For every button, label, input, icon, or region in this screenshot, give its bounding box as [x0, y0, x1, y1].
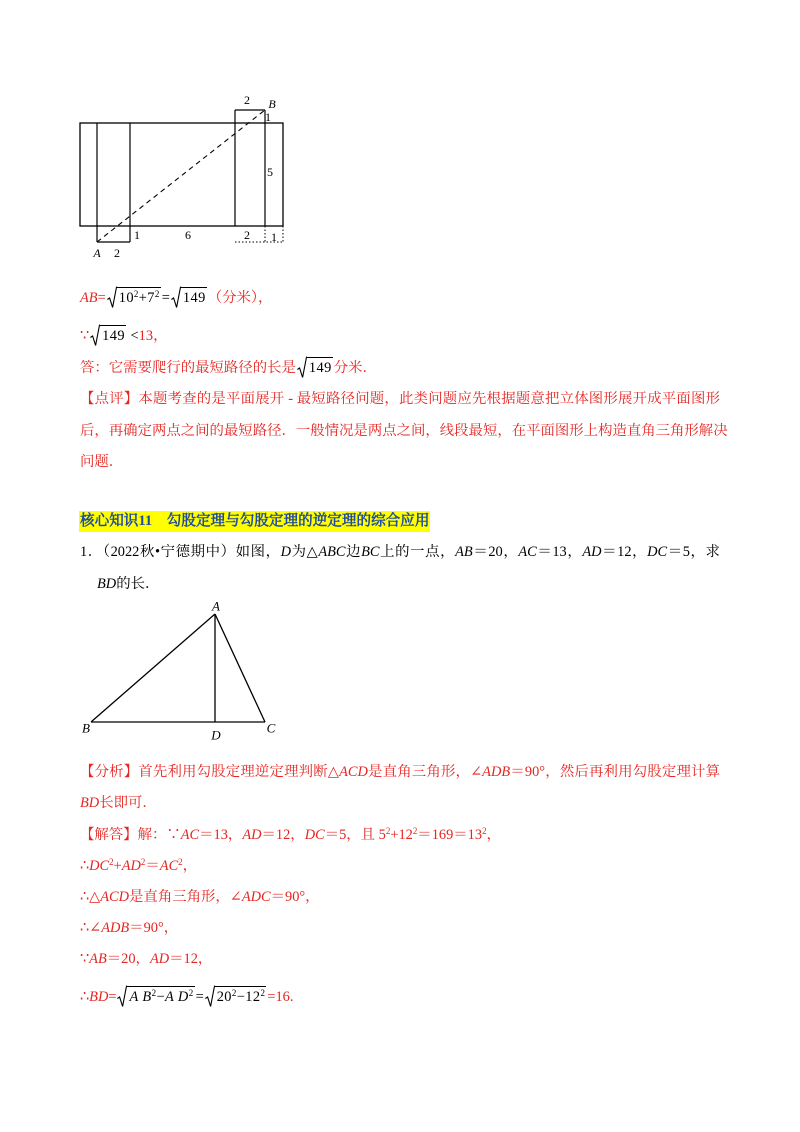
triangle-side-ac	[215, 614, 265, 722]
variable-name: BD	[80, 795, 100, 811]
radicand	[215, 986, 267, 1007]
text-run: ＝20，	[106, 951, 150, 967]
variable-name: BD	[89, 989, 109, 1005]
variable-name: A D	[164, 989, 189, 1005]
variable-name: ABC	[318, 544, 346, 560]
text-run: 149	[182, 290, 206, 306]
solution-line-1	[80, 824, 501, 846]
text-run: =	[108, 989, 117, 1005]
text-run: ，	[182, 858, 198, 874]
square-root	[205, 985, 267, 1007]
text-run: ＝12，	[169, 951, 213, 967]
text-run: 上的一点，	[379, 544, 456, 560]
variable-name: AD	[149, 951, 170, 967]
variable-name: BC	[361, 544, 380, 560]
label-bottom-width: 2	[114, 246, 120, 260]
radical-stroke	[205, 986, 214, 1007]
text-run: −	[156, 989, 165, 1005]
variable-name: ADB	[482, 764, 511, 780]
variable-name: DC	[89, 858, 110, 874]
text-run: ＝20，	[472, 544, 519, 560]
answer-line-comparison	[80, 324, 167, 346]
square-root	[90, 324, 126, 346]
exponent: 2	[133, 289, 139, 300]
text-run: 答：它需要爬行的最短路径的长是	[80, 360, 296, 376]
text-run: 20	[216, 989, 232, 1005]
text-run: 是直角三角形，∠	[367, 764, 483, 780]
text-run: =	[195, 989, 204, 1005]
exponent: 2	[482, 826, 487, 837]
text-run: ＝13，	[536, 544, 583, 560]
solution-line-6	[80, 985, 293, 1007]
text-run: ＝5，且 5	[324, 827, 386, 843]
exponent: 2	[385, 826, 391, 837]
text-run: 后，再确定两点之间的最短路径．一般情况是两点之间，线段最短，在平面图形上构造直角三角形解决	[80, 423, 728, 439]
variable-name: AC	[180, 827, 200, 843]
variable-name: D	[280, 544, 292, 560]
text-run: ＝90°，	[129, 920, 179, 936]
exponent: 2	[109, 857, 114, 868]
radical-stroke	[91, 325, 100, 346]
text-run: 149	[308, 360, 332, 376]
label-bottom-height: 1	[134, 228, 140, 242]
variable-name: DC	[304, 827, 325, 843]
square-root	[117, 985, 194, 1007]
vertex-label-a: A	[212, 598, 220, 614]
exponent: 2	[178, 857, 183, 868]
square-root	[171, 286, 207, 308]
text-run: ∵	[80, 328, 90, 344]
text-run: 是直角三角形，∠	[129, 889, 242, 905]
text-run: ＝	[145, 858, 160, 874]
unfolded-outer-rectangle	[80, 123, 283, 226]
text-run: 13，	[138, 328, 168, 344]
solution-line-3	[80, 886, 320, 908]
radicand	[117, 287, 161, 308]
label-middle-width: 6	[185, 228, 191, 242]
solution-line-5	[80, 948, 212, 970]
label-top-width: 2	[244, 93, 250, 107]
variable-name: DC	[647, 544, 668, 560]
radical-sign-icon	[90, 324, 100, 346]
text-run: ＝90°，	[270, 889, 320, 905]
solution-line-4	[80, 917, 178, 939]
analysis-line-1	[80, 761, 720, 783]
point-label-d: D	[211, 727, 221, 743]
text-run: ∴△	[80, 889, 101, 905]
text-run: （分米），	[207, 290, 273, 306]
text-run: 边	[345, 544, 362, 560]
unfolded-box-figure	[70, 90, 295, 262]
exponent: 2	[412, 826, 418, 837]
square-root	[107, 286, 161, 308]
comment-line-3	[80, 451, 123, 473]
solution-line-2	[80, 855, 197, 877]
radical-sign-icon	[297, 356, 307, 378]
text-run: 10	[118, 290, 134, 306]
text-run: ＝12，	[261, 827, 305, 843]
label-right-height: 5	[267, 165, 273, 179]
radicand	[100, 325, 126, 346]
radical-stroke	[297, 357, 306, 378]
text-run: ＝5，求	[667, 544, 720, 560]
answer-line-ab-length	[80, 286, 272, 308]
comment-line-1	[80, 388, 720, 410]
variable-name: ACD	[339, 764, 368, 780]
text-run: 【点评】本题考查的是平面展开 - 最短路径问题，此类问题应先根据题意把立体图形展开成平面图形	[80, 391, 720, 407]
problem-1-line-1	[80, 541, 720, 563]
text-run: 的长．	[116, 576, 160, 592]
text-run: =	[97, 290, 106, 306]
text-run: −12	[236, 989, 261, 1005]
variable-name: A B	[129, 989, 152, 1005]
radicand	[181, 287, 207, 308]
radical-sign-icon	[117, 985, 127, 1007]
variable-name: ADC	[241, 889, 271, 905]
text-run: ，	[486, 827, 501, 843]
variable-name: ACD	[100, 889, 130, 905]
exponent: 2	[260, 988, 266, 999]
variable-name: AD	[121, 858, 141, 874]
text-run: 1．（2022秋•宁德期中）如图，	[80, 544, 281, 560]
text-run: ∴	[80, 858, 90, 874]
label-top-height: 1	[265, 110, 271, 124]
triangle-figure	[75, 595, 285, 745]
radical-sign-icon	[171, 286, 181, 308]
section-heading: 核心知识11 勾股定理与勾股定理的逆定理的综合应用	[79, 511, 430, 532]
radicand	[307, 357, 333, 378]
radical-stroke	[118, 986, 127, 1007]
text-run: +7	[138, 290, 155, 306]
variable-name: AB	[455, 544, 473, 560]
label-right-width: 2	[244, 228, 250, 242]
text-run: ∴∠	[80, 920, 102, 936]
square-root	[297, 356, 333, 378]
text-run: 长即可．	[99, 795, 157, 811]
text-run: <	[126, 328, 139, 344]
answer-line-conclusion	[80, 356, 377, 378]
variable-name: AB	[80, 290, 98, 306]
exponent: 2	[231, 988, 237, 999]
text-run: ＝90°，然后再利用勾股定理计算	[510, 764, 720, 780]
text-run: =16.	[267, 989, 294, 1005]
text-run: ∵	[80, 951, 90, 967]
text-run: +	[113, 858, 122, 874]
text-run: 分米．	[333, 360, 377, 376]
exponent: 2	[188, 988, 194, 999]
variable-name: AB	[89, 951, 107, 967]
label-point-b: B	[268, 97, 276, 111]
shortest-path-dashed-line	[97, 110, 265, 242]
text-run: 【分析】首先利用勾股定理逆定理判断△	[80, 764, 340, 780]
variable-name: AC	[518, 544, 537, 560]
variable-name: AD	[242, 827, 262, 843]
text-run: 问题．	[80, 454, 124, 470]
radical-stroke	[171, 287, 180, 308]
variable-name: ADB	[101, 920, 130, 936]
text-run: ＝169＝13	[417, 827, 483, 843]
triangle-side-ab	[91, 614, 215, 722]
analysis-line-2	[80, 792, 157, 814]
text-run: 149	[102, 328, 125, 344]
exponent: 2	[154, 289, 160, 300]
exponent: 2	[140, 857, 146, 868]
radicand	[127, 986, 194, 1007]
variable-name: AD	[582, 544, 602, 560]
text-run: ＝12，	[601, 544, 648, 560]
variable-name: BD	[97, 576, 117, 592]
text-run: ∴	[80, 989, 90, 1005]
text-run: ＝13，	[199, 827, 243, 843]
radical-sign-icon	[107, 286, 117, 308]
variable-name: AC	[159, 858, 179, 874]
text-run: 为△	[291, 544, 319, 560]
comment-line-2	[80, 420, 728, 442]
label-extension-width: 1	[271, 230, 277, 244]
text-run: +12	[390, 827, 413, 843]
text-run: =	[161, 290, 170, 306]
exponent: 2	[151, 988, 157, 999]
vertex-label-b: B	[82, 720, 90, 736]
problem-1-line-2	[97, 573, 159, 595]
vertex-label-c: C	[266, 720, 276, 736]
label-point-a: A	[93, 246, 101, 260]
text-run: 【解答】解：∵	[80, 827, 181, 843]
radical-sign-icon	[205, 985, 215, 1007]
radical-stroke	[107, 287, 116, 308]
